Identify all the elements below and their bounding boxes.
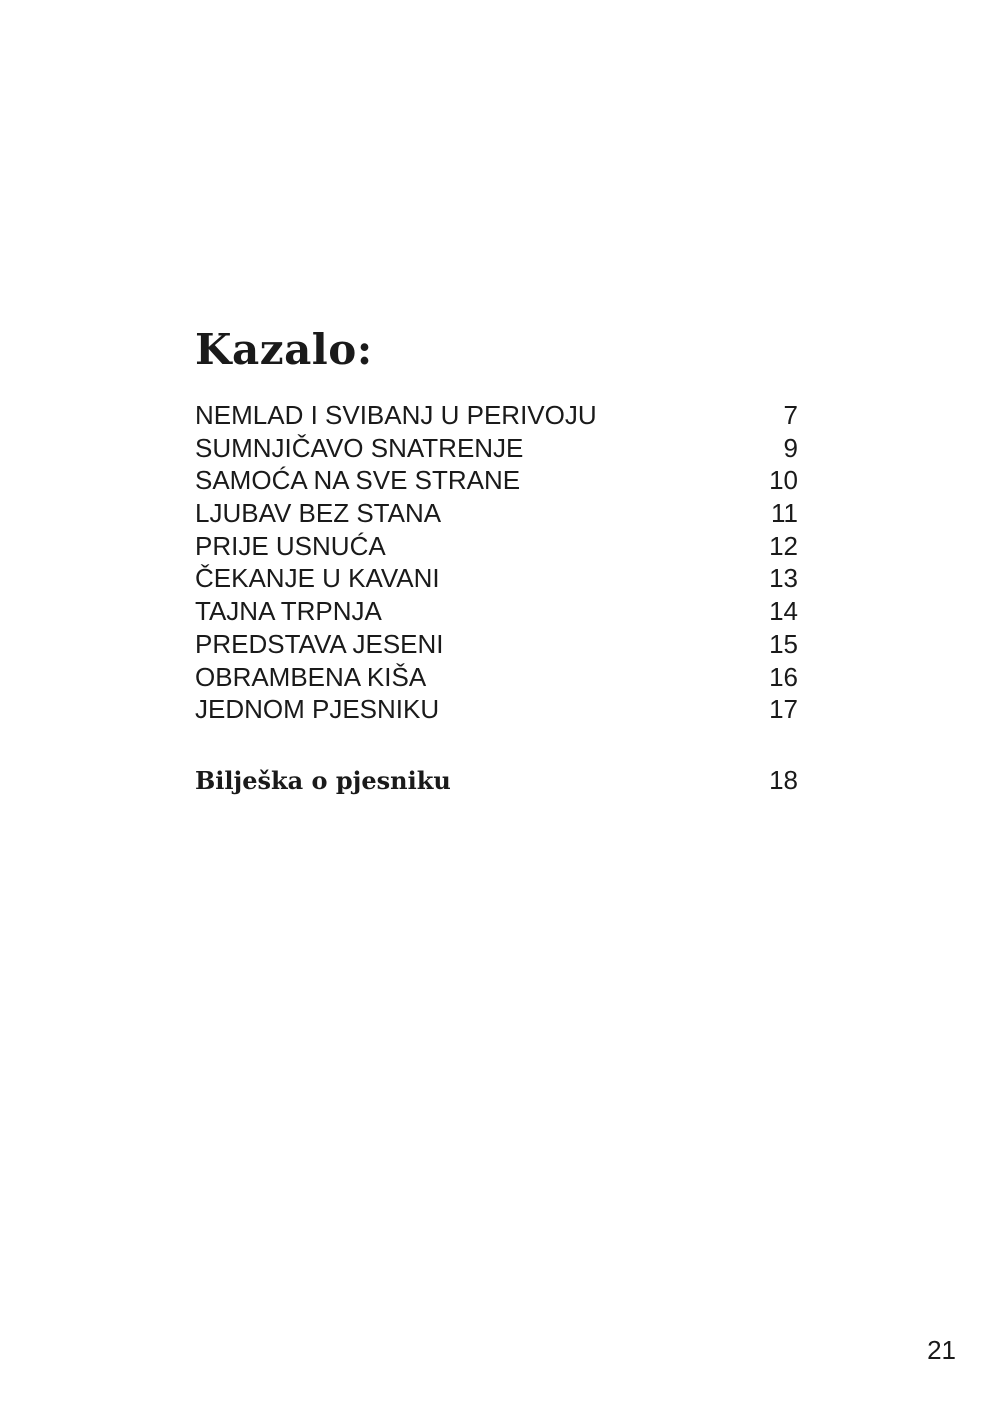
toc-entry-page: 7	[783, 400, 798, 430]
toc-entry-page: 18	[769, 765, 798, 795]
toc-entry[interactable]	[195, 693, 798, 726]
toc-entry-title: LJUBAV BEZ STANA	[195, 498, 442, 529]
toc-entry[interactable]	[195, 530, 798, 563]
toc-entry[interactable]	[195, 595, 798, 628]
toc-entry[interactable]	[195, 464, 798, 497]
toc-entry-page: 12	[769, 530, 798, 561]
toc-entry-title: PRIJE USNUĆA	[195, 530, 386, 561]
toc-entry-page: 17	[769, 694, 798, 725]
toc-entry-title: Bilješka o pjesniku	[195, 766, 451, 795]
toc-entry[interactable]	[195, 661, 798, 694]
toc-entry[interactable]	[195, 432, 798, 465]
toc-entry-page: 13	[769, 563, 798, 594]
toc-entry[interactable]	[195, 497, 798, 530]
toc-entry-page: 9	[783, 432, 798, 463]
page-title: Kazalo:	[195, 325, 373, 374]
toc-entry-page: 15	[769, 628, 798, 659]
toc-entry-title: SUMNJIČAVO SNATRENJE	[195, 432, 524, 463]
toc-entry-title: TAJNA TRPNJA	[195, 596, 382, 627]
toc-entry[interactable]	[195, 399, 798, 432]
toc-entry[interactable]	[195, 628, 798, 661]
toc-entry-title: NEMLAD I SVIBANJ U PERIVOJU	[195, 400, 597, 430]
toc-entry-page: 14	[769, 596, 798, 627]
toc-entry-title: PREDSTAVA JESENI	[195, 628, 444, 659]
table-of-contents	[195, 399, 798, 726]
toc-entry-title: OBRAMBENA KIŠA	[195, 661, 427, 692]
toc-entry-page: 10	[769, 465, 798, 496]
toc-entry-title: JEDNOM PJESNIKU	[195, 694, 440, 725]
toc-entry-author-note[interactable]	[195, 764, 798, 797]
toc-entry-title: SAMOĆA NA SVE STRANE	[195, 465, 521, 496]
toc-entry-page: 11	[771, 498, 798, 529]
toc-entry[interactable]	[195, 562, 798, 595]
toc-entry-title: ČEKANJE U KAVANI	[195, 563, 440, 594]
page-number: 21	[927, 1335, 956, 1365]
toc-entry-page: 16	[769, 661, 798, 692]
